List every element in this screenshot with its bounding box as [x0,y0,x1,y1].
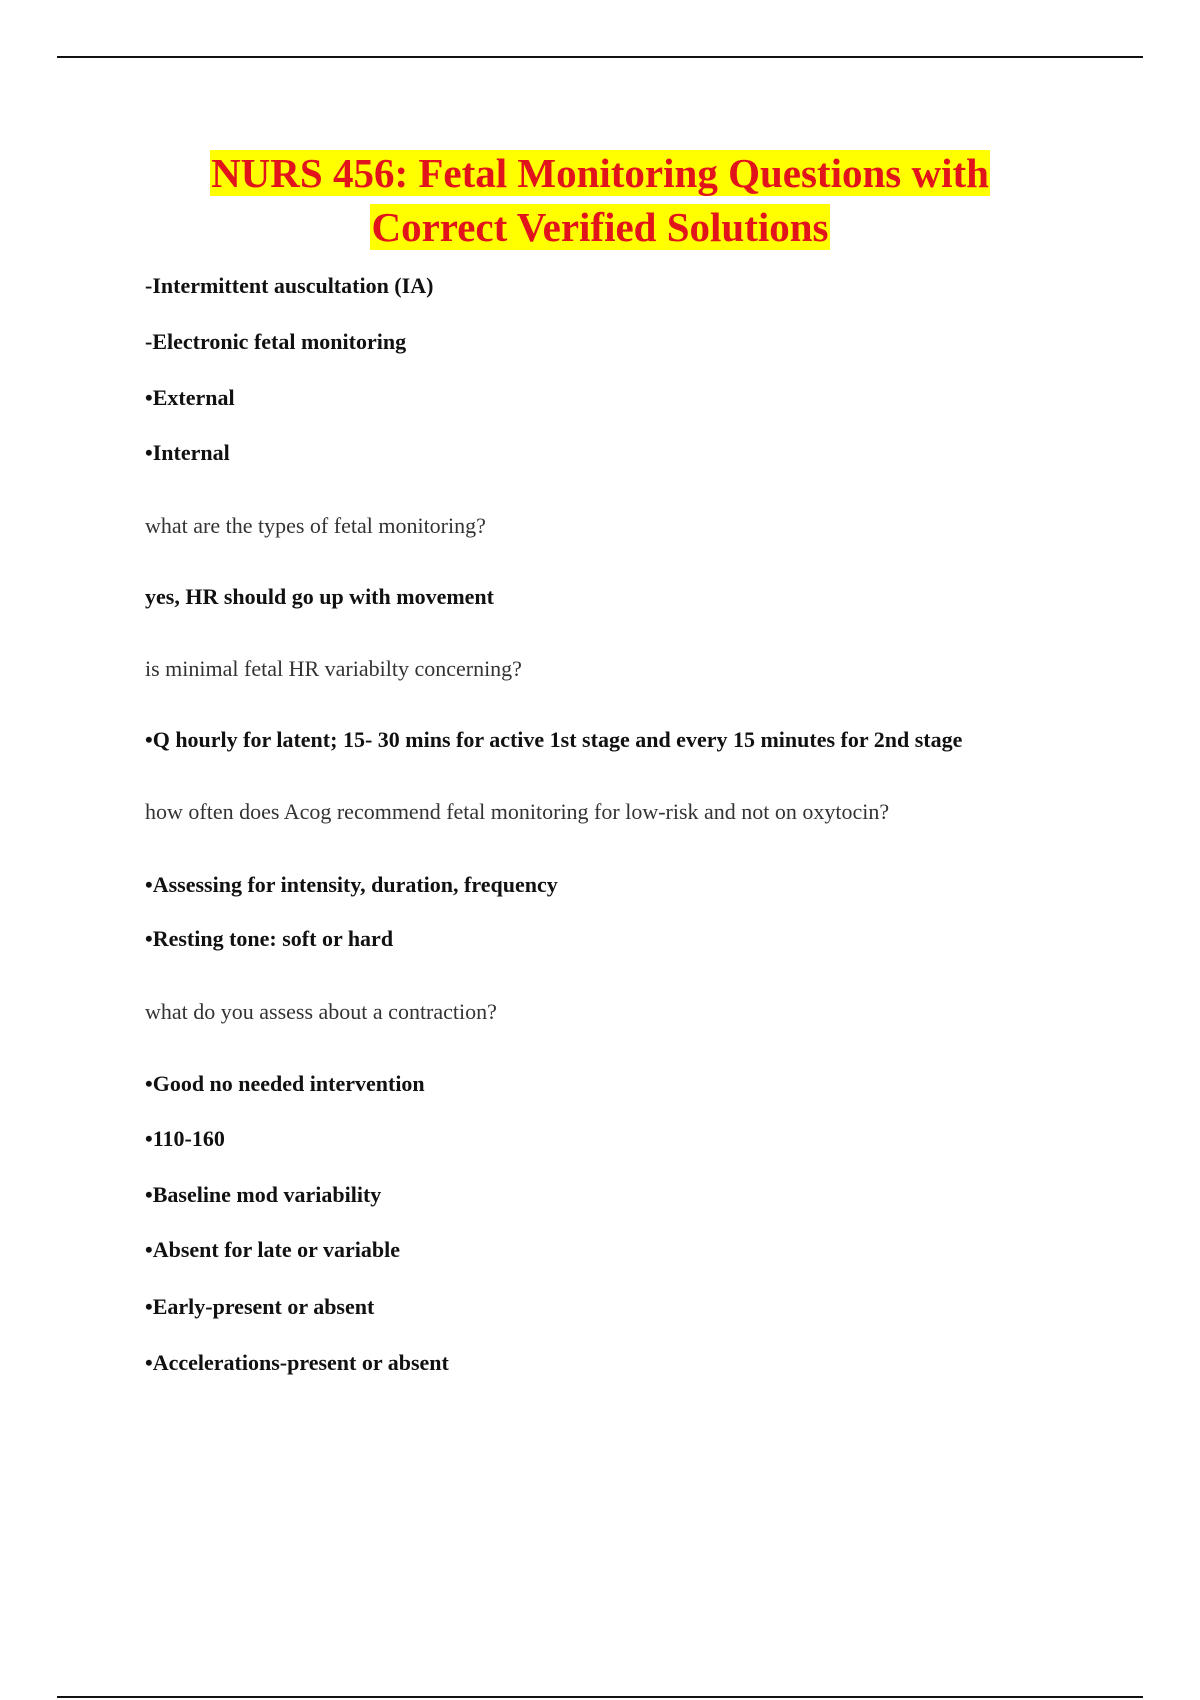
top-rule [57,56,1143,58]
title-line-1: NURS 456: Fetal Monitoring Questions with [211,150,989,196]
answer-line: •Internal [145,440,230,465]
answer-line: yes, HR should go up with movement [145,584,494,609]
answer-line: •Accelerations-present or absent [145,1350,449,1375]
answer-line: -Intermittent auscultation (IA) [145,273,434,298]
answer-line: •Absent for late or variable [145,1237,400,1262]
answer-line: •Resting tone: soft or hard [145,926,394,951]
question-line: what do you assess about a contraction? [145,999,497,1024]
answer-line: •Good no needed intervention [145,1071,425,1096]
answer-line: •Q hourly for latent; 15- 30 mins for active 1st stage and every 15 minutes for 2nd stage [145,727,963,752]
question-line: what are the types of fetal monitoring? [145,513,486,538]
question-line: how often does Acog recommend fetal monitoring for low-risk and not on oxytocin? [145,799,890,824]
title-line-2: Correct Verified Solutions [371,204,829,250]
answer-line: •Baseline mod variability [145,1182,382,1207]
answer-line: •110-160 [145,1126,225,1151]
answer-line: -Electronic fetal monitoring [145,329,407,354]
bottom-rule [57,1696,1143,1698]
answer-line: •Assessing for intensity, duration, frequency [145,872,558,897]
answer-line: •External [145,385,235,410]
question-line: is minimal fetal HR variabilty concerning? [145,656,522,681]
document-title [0,146,1200,254]
answer-line: •Early-present or absent [145,1294,375,1319]
